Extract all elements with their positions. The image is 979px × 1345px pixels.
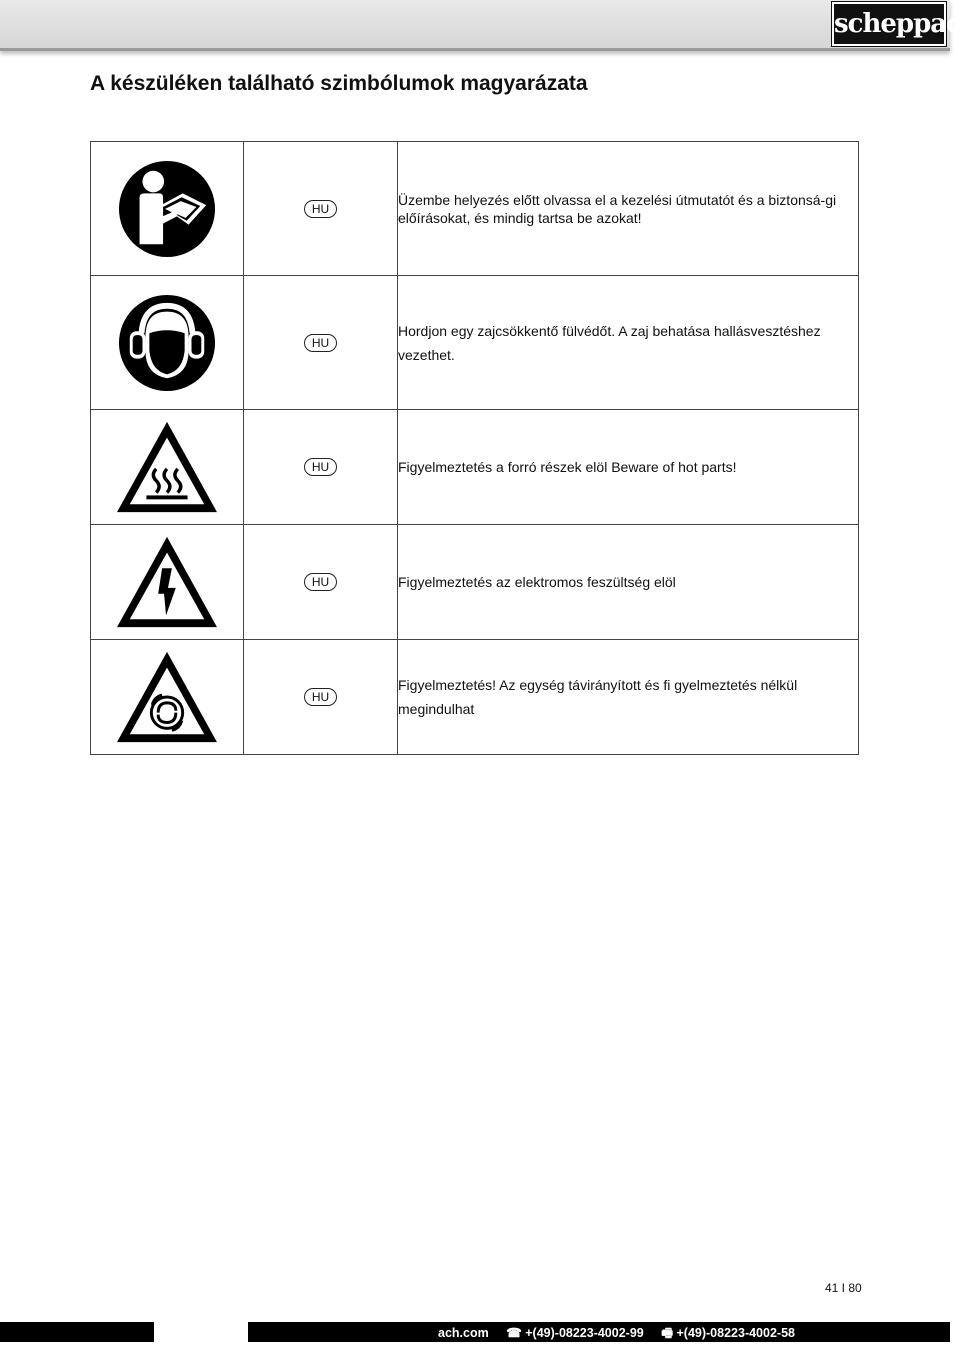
language-badge: HU (304, 200, 337, 218)
symbol-description: Figyelmeztetés az elektromos feszültség elöl (398, 574, 676, 590)
description-cell (398, 276, 859, 410)
table-row (91, 525, 859, 640)
symbol-cell (91, 142, 244, 276)
symbol-cell (91, 410, 244, 525)
electric-voltage-warning-icon (113, 533, 221, 631)
scheppach-logo: scheppach (832, 2, 946, 46)
page-number: 41 I 80 (825, 1281, 862, 1295)
footer-phone: ☎ +(49)-08223-4002-99 (506, 1326, 644, 1340)
hot-surface-warning-icon (113, 418, 221, 516)
symbol-cell (91, 525, 244, 640)
table-row (91, 640, 859, 755)
footer-gap (154, 1322, 248, 1342)
symbol-cell (91, 640, 244, 755)
symbol-description: Figyelmeztetés a forró részek elöl Beware of hot parts! (398, 459, 737, 475)
language-badge: HU (304, 458, 337, 476)
language-cell (244, 640, 398, 755)
table-row (91, 142, 859, 276)
page-title: A készüléken található szimbólumok magyarázata (90, 72, 588, 95)
footer-fax: 🖷 +(49)-08223-4002-58 (661, 1326, 795, 1340)
language-badge: HU (304, 688, 337, 706)
table-row (91, 276, 859, 410)
header-bar (0, 0, 979, 51)
description-cell (398, 640, 859, 755)
language-cell (244, 142, 398, 276)
language-cell (244, 410, 398, 525)
symbol-description: Hordjon egy zajcsökkentő fülvédőt. A zaj behatása hallásvesztéshez vezethet. (398, 322, 821, 363)
symbol-description: Üzembe helyezés előtt olvassa el a kezelési útmutatót és a biztonsá-gi előírásokat, és mindig tartsa be azokat! (398, 191, 837, 226)
language-cell (244, 525, 398, 640)
remote-start-warning-icon (113, 648, 221, 746)
language-badge: HU (304, 573, 337, 591)
footer-contact (438, 1324, 809, 1345)
language-cell (244, 276, 398, 410)
symbol-cell (91, 276, 244, 410)
footer-website: ach.com (438, 1326, 489, 1340)
language-badge: HU (304, 334, 337, 352)
description-cell (398, 410, 859, 525)
read-manual-icon (118, 160, 216, 258)
footer-bar (0, 1322, 950, 1342)
symbol-description: Figyelmeztetés! Az egység távirányított és fi gyelmeztetés nélkül megindulhat (398, 677, 798, 717)
symbols-table (90, 141, 859, 755)
description-cell (398, 142, 859, 276)
table-row (91, 410, 859, 525)
hearing-protection-icon (118, 294, 216, 392)
description-cell (398, 525, 859, 640)
